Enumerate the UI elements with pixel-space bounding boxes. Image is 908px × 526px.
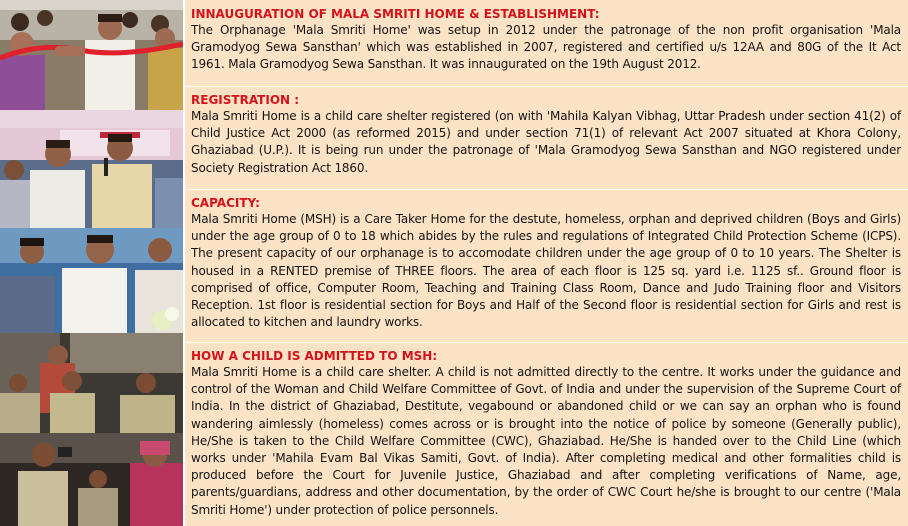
capacity-heading: CAPACITY:	[191, 196, 260, 210]
section-divider	[185, 342, 908, 343]
photo-column	[0, 0, 183, 526]
officer-interview-photo	[0, 433, 183, 526]
registration-section	[191, 93, 901, 177]
admission-heading: HOW A CHILD IS ADMITTED TO MSH:	[191, 349, 438, 363]
inauguration-section	[191, 7, 901, 74]
capacity-section	[191, 196, 901, 331]
police-officers-photo	[0, 333, 183, 433]
section-divider	[185, 86, 908, 87]
info-panel	[185, 0, 908, 526]
capacity-text: Mala Smriti Home (MSH) is a Care Taker Home for the destute, homeless, orphan and deprived children (Boys and Girls) under the age group of 0 to 18 which abides by the rules and regulations of Integrated Child Protection Scheme (ICPS). The present capacity of our orphanage is to accomodate children under the age group of 0 to 10 years. The Shelter is housed in a RENTED premise of THREE floors. The area of each floor is 125 sq. yard i.e. 1125 sf.. Ground floor is comprised of office, Computer Room, Teaching and Training Class Room, Dance and Judo Training floor and Visitors Reception. 1st floor is residential section for Boys and Half of the Second floor is residential section for Girls and rest is allocated to kitchen and laundry works.	[191, 212, 901, 330]
admission-section	[191, 349, 901, 519]
guests-photo	[0, 228, 183, 333]
section-divider	[185, 189, 908, 190]
inauguration-heading: INNAUGURATION OF MALA SMRITI HOME & ESTABLISHMENT:	[191, 7, 600, 21]
admission-text: Mala Smriti Home is a child care shelter. A child is not admitted directly to the centre. It works under the guidance and control of the Woman and Child Welfare Committee of Govt. of India and under the supervision of the Supreme Court of India. In the district of Ghaziabad, Destitute, vegabound or abandoned child or we can say an orphan who is found wandering aimlessly (homeless) comes across or is brought into the notice of police by someone (Generally public), He/She is taken to the Child Welfare Committee (CWC), Ghaziabad. He/She is handed over to the Child Line (which works under 'Mahila Evam Bal Vikas Samiti, Govt. of India). After completing medical and other formalities child is produced before the Court for Juvenile Justice, Ghaziabad and after completing verifications of Name, age, parents/guardians, address and other documentation, by the order of CWC Court he/she is brought to our centre ('Mala Smriti Home') under protection of police personnels.	[191, 365, 901, 517]
stage-speakers-photo	[0, 110, 183, 228]
inauguration-ribbon-photo	[0, 0, 183, 110]
registration-text: Mala Smriti Home is a child care shelter registered (on with 'Mahila Kalyan Vibhag, Uttar Pradesh under section 41(2) of Child Justice Act 2000 (as reformed 2015) and under section 71(1) of relevant Act 2007 situated at Khora Colony, Ghaziabad (U.P.). It is being run under the patronage of 'Mala Gramodyog Sewa Sansthan and NGO registered under Society Registration Act 1860.	[191, 109, 901, 175]
registration-heading: REGISTRATION :	[191, 93, 300, 107]
inauguration-text: The Orphanage 'Mala Smriti Home' was setup in 2012 under the patronage of the non profit organisation 'Mala Gramodyog Sewa Sansthan' which was established in 2007, registered and certified u/s 12AA and 80G of the It Act 1961. Mala Gramodyog Sewa Sansthan. It was innaugurated on the 19th August 2012.	[191, 23, 901, 72]
